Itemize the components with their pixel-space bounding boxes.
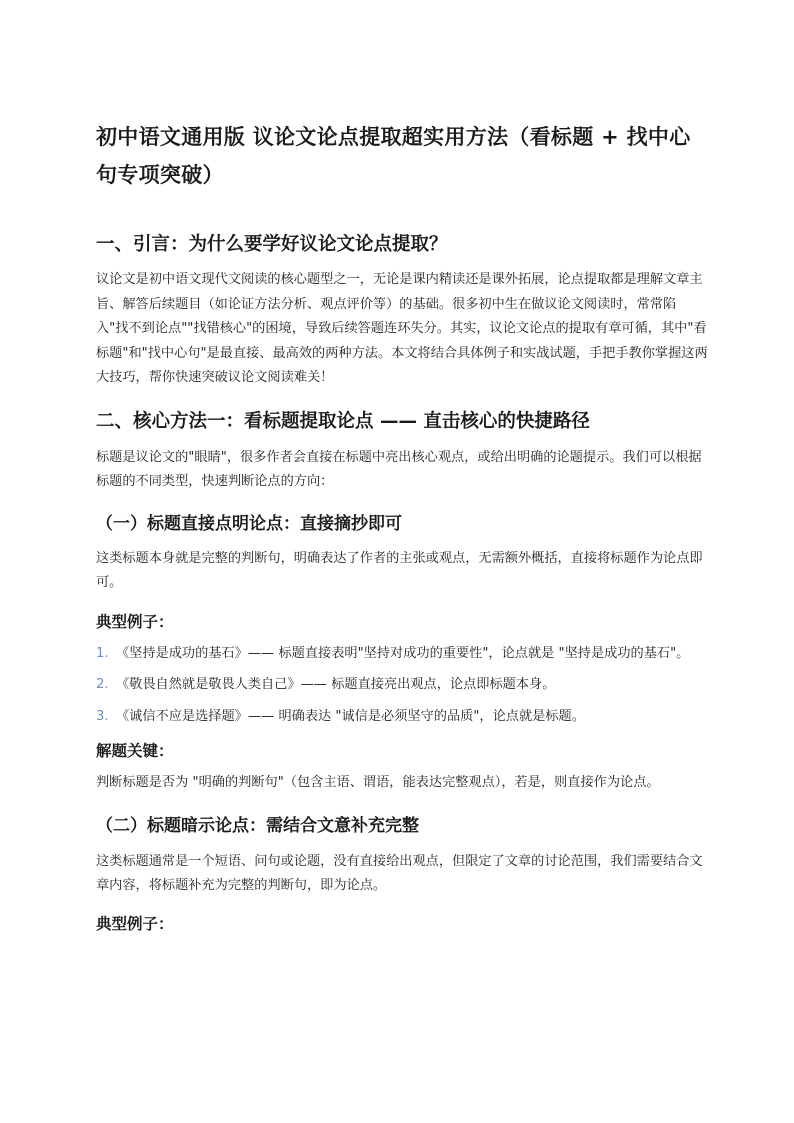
document-body	[96, 118, 708, 935]
examples-heading-1: 典型例子：	[96, 612, 174, 631]
method1-paragraph: 标题是议论文的"眼睛"，很多作者会直接在标题中亮出核心观点，或给出明确的论题提示。我们可以根据标题的不同类型，快速判断论点的方向：	[96, 449, 702, 489]
list-number: 1.	[96, 645, 109, 661]
document-title: 初中语文通用版 议论文论点提取超实用方法（看标题 + 找中心句专项突破）	[96, 125, 691, 187]
intro-paragraph: 议论文是初中语文现代文阅读的核心题型之一，无论是课内精读还是课外拓展，论点提取都是理解文章主旨、解答后续题目（如论证方法分析、观点评价等）的基础。很多初中生在做议论文阅读时，常常陷入"找不到论点""找错核心"的困境，导致后续答题连环失分。其实，议论文论点的提取有章可循，其中"看标题"和"找中心句"是最直接、最高效的两种方法。本文将结合具体例子和实战试题，手把手教你掌握这两大技巧，帮你快速突破议论文阅读难关！	[96, 272, 708, 385]
subsection-heading-2: （二）标题暗示论点：需结合文意补充完整	[96, 815, 419, 836]
list-item	[96, 705, 708, 730]
list-number: 2.	[96, 677, 109, 692]
list-item	[96, 673, 708, 698]
examples-heading-2: 典型例子：	[96, 914, 174, 933]
subsection-1-paragraph: 这类标题本身就是完整的判断句，明确表达了作者的主张或观点，无需额外概括，直接将标题作为论点即可。	[96, 550, 703, 590]
examples-list-1	[96, 642, 708, 730]
key-paragraph-1: 判断标题是否为 "明确的判断句"（包含主语、谓语，能表达完整观点），若是，则直接作为论点。	[96, 775, 660, 790]
list-item-text: 《坚持是成功的基石》—— 标题直接表明"坚持对成功的重要性"，论点就是 "坚持是成功的基石"。	[116, 645, 690, 661]
list-item-text: 《敬畏自然就是敬畏人类自己》—— 标题直接亮出观点，论点即标题本身。	[116, 677, 556, 692]
subsection-heading-1: （一）标题直接点明论点：直接摘抄即可	[96, 513, 402, 534]
subsection-2-paragraph: 这类标题通常是一个短语、问句或论题，没有直接给出观点，但限定了文章的讨论范围，我们需要结合文章内容，将标题补充为完整的判断句，即为论点。	[96, 853, 703, 893]
section-heading-intro: 一、引言：为什么要学好议论文论点提取？	[96, 234, 448, 255]
key-heading-1: 解题关键：	[96, 742, 174, 760]
section-heading-method1: 二、核心方法一：看标题提取论点 —— 直击核心的快捷路径	[96, 410, 590, 432]
list-number: 3.	[96, 708, 109, 724]
list-item	[96, 642, 708, 667]
list-item-text: 《诚信不应是选择题》—— 明确表达 "诚信是必须坚守的品质"，论点就是标题。	[116, 708, 585, 724]
